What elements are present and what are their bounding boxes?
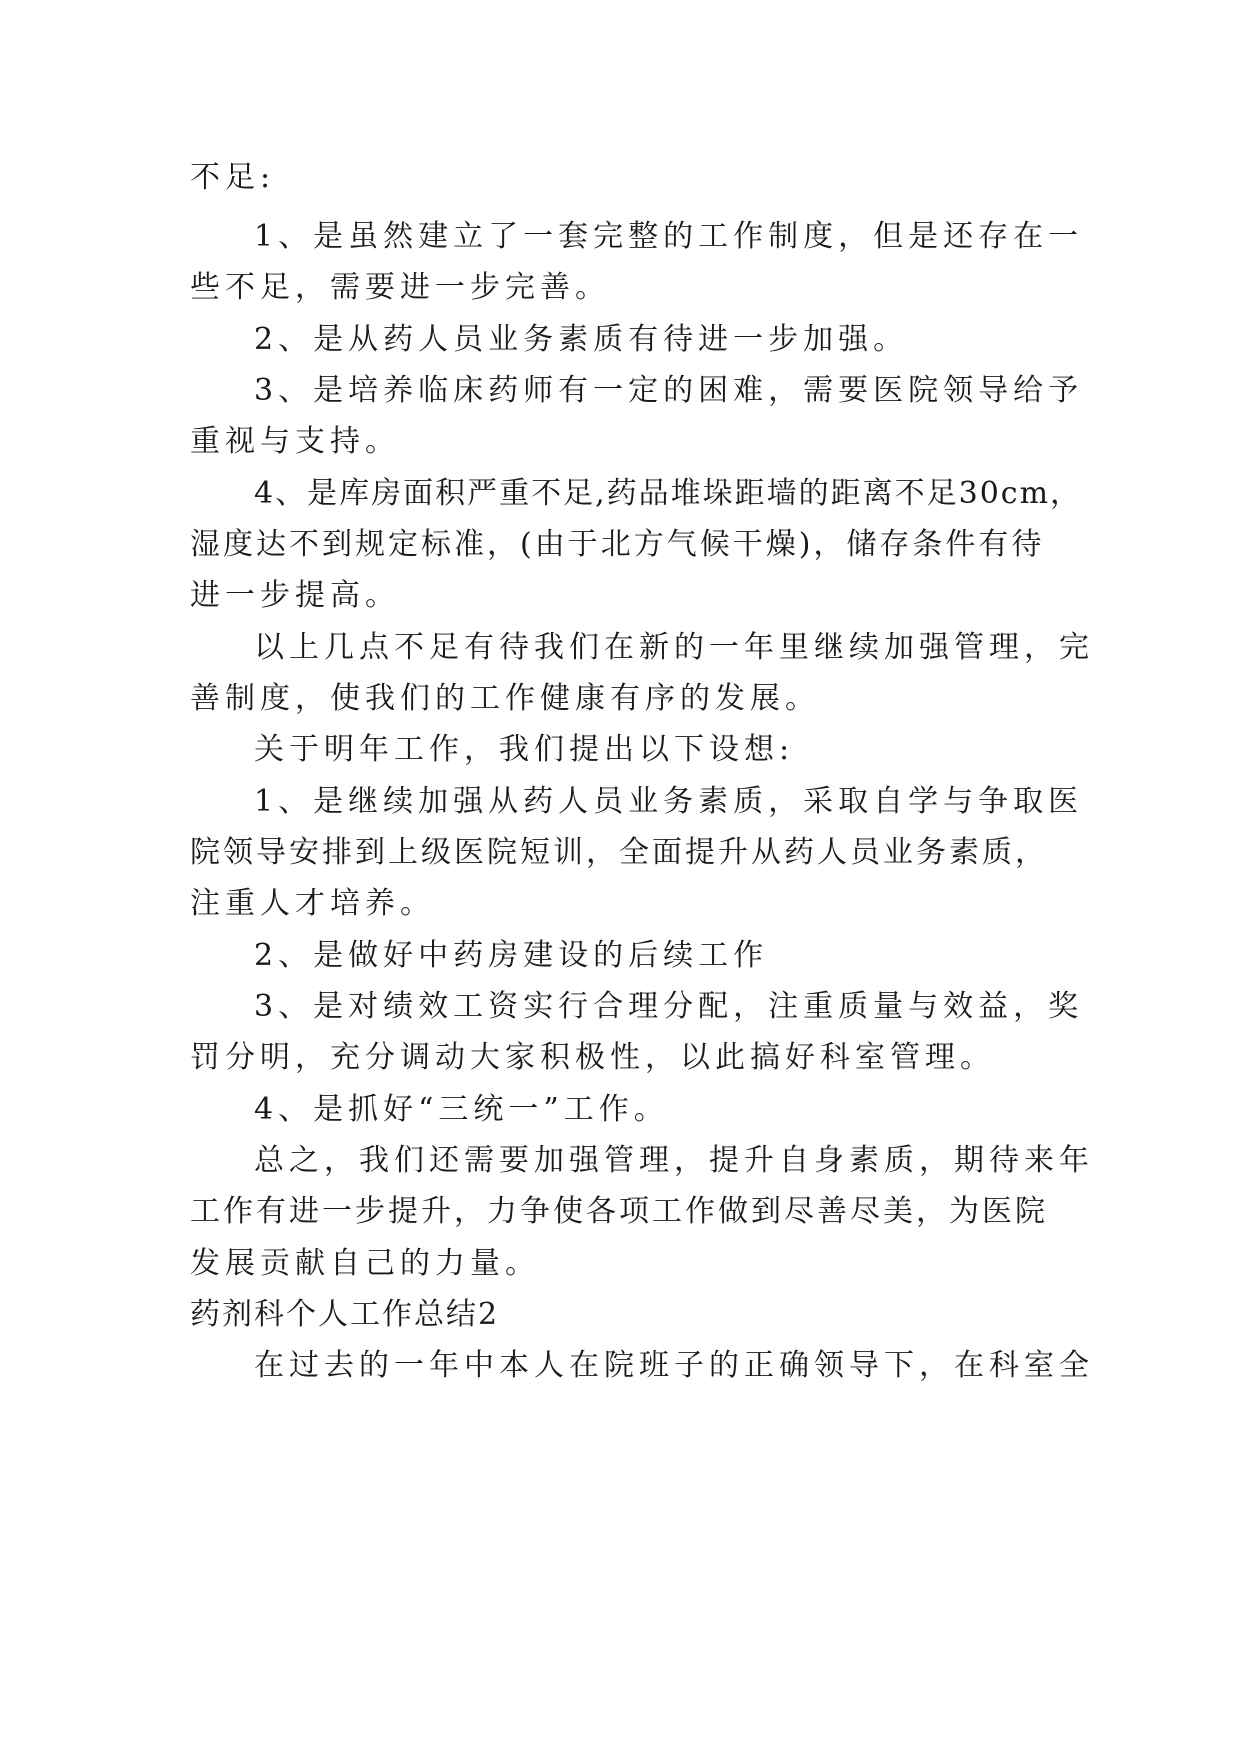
text-line-12: 关于明年工作，我们提出以下设想: xyxy=(254,732,795,767)
text-line-16: 2、是做好中药房建设的后续工作 xyxy=(254,938,769,973)
text-line-3: 些不足，需要进一步完善。 xyxy=(190,270,610,305)
text-line-6: 重视与支持。 xyxy=(190,424,400,459)
text-line-8: 湿度达不到规定标准，(由于北方气候干燥)，储存条件有待 xyxy=(190,527,1045,562)
text-line-21: 工作有进一步提升，力争使各项工作做到尽善尽美，为医院 xyxy=(190,1194,1048,1229)
text-line-14: 院领导安排到上级医院短训，全面提升从药人员业务素质， xyxy=(190,835,1048,870)
text-line-20: 总之，我们还需要加强管理，提升自身素质，期待来年 xyxy=(254,1143,1094,1178)
text-line-1: 不足: xyxy=(190,160,276,195)
text-line-4: 2、是从药人员业务素质有待进一步加强。 xyxy=(254,322,909,357)
text-line-15: 注重人才培养。 xyxy=(190,886,435,921)
text-line-22: 发展贡献自己的力量。 xyxy=(190,1246,540,1281)
text-line-24: 在过去的一年中本人在院班子的正确领导下，在科室全 xyxy=(254,1348,1094,1383)
text-line-17: 3、是对绩效工资实行合理分配，注重质量与效益，奖 xyxy=(254,989,1084,1024)
text-line-5: 3、是培养临床药师有一定的困难，需要医院领导给予 xyxy=(254,373,1084,408)
text-line-9: 进一步提高。 xyxy=(190,578,400,613)
text-line-10: 以上几点不足有待我们在新的一年里继续加强管理，完 xyxy=(254,630,1094,665)
text-line-7: 4、是库房面积严重不足,药品堆垛距墙的距离不足30cm， xyxy=(254,476,1083,511)
text-line-18: 罚分明，充分调动大家积极性，以此搞好科室管理。 xyxy=(190,1040,995,1075)
text-line-2: 1、是虽然建立了一套完整的工作制度，但是还存在一 xyxy=(254,219,1084,254)
text-line-19: 4、是抓好“三统一”工作。 xyxy=(254,1092,669,1127)
section-heading: 药剂科个人工作总结2 xyxy=(190,1297,500,1332)
text-line-11: 善制度，使我们的工作健康有序的发展。 xyxy=(190,681,820,716)
text-line-13: 1、是继续加强从药人员业务素质，采取自学与争取医 xyxy=(254,784,1084,819)
